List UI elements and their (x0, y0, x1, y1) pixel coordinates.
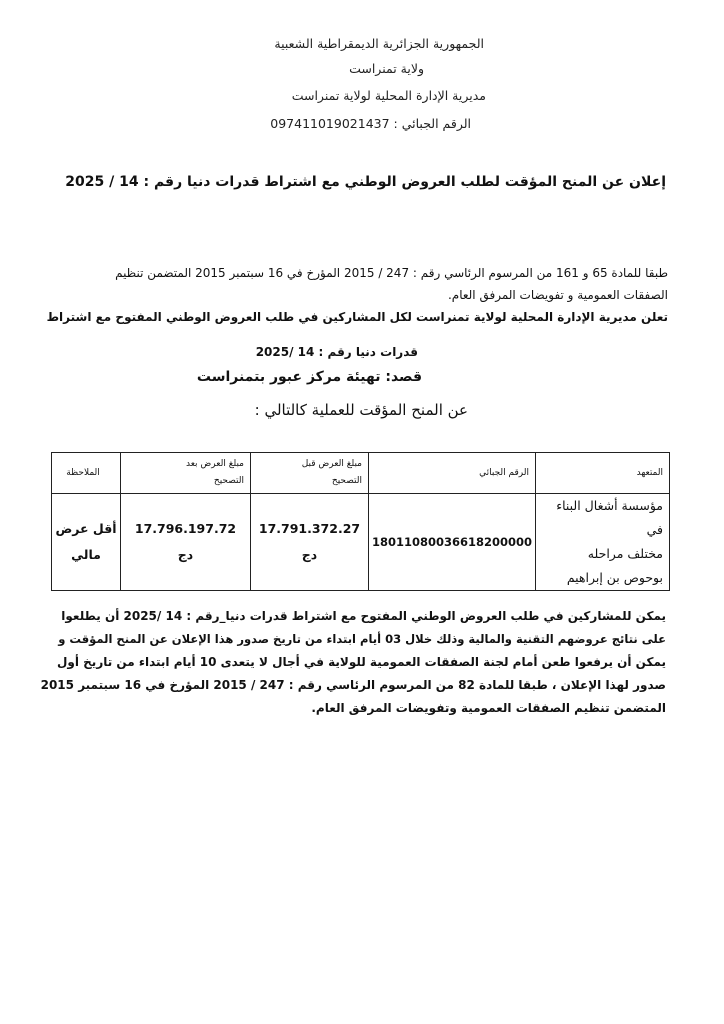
bidder-line1: مؤسسة أشغال البناء في (556, 498, 663, 537)
intro-line-1: طبقا للمادة 65 و 161 من المرسوم الرئاسي رقم : 247 / 2015 المؤرخ في 16 سبتمبر 2015 المتضمن تنظيم (115, 266, 668, 280)
cell-bidder (536, 494, 670, 591)
closing-line-1: يمكن للمشاركين في طلب العروض الوطني المفتوح مع اشتراط قدرات دنيا_رقم : 14 /2025 أن يطلعوا (61, 609, 666, 623)
header-directorate: مديرية الإدارة المحلية لولاية تمنراست (291, 88, 486, 103)
bidder-line3: بوحوص بن إبراهيم (566, 570, 663, 585)
subject-line: قصد: تهيئة مركز عبور بتمنراست (196, 369, 422, 385)
before-amount: 17.791.372.27 (258, 521, 361, 536)
closing-line-3: يمكن أن يرفعوا طعن أمام لجنة الصفقات العمومية للولاية في أجال لا يتعدى 10 أيام ابتداء من تاريخ أول (57, 655, 666, 669)
after-amount: 17.796.197.72 (134, 521, 237, 536)
header-republic: الجمهورية الجزائرية الديمقراطية الشعبية (274, 36, 484, 51)
header-tax-id: الرقم الجبائي : 097411019021437 (270, 116, 471, 131)
award-announce-line: عن المنح المؤقت للعملية كالتالي : (254, 401, 468, 419)
note-line1: أقل عرض (55, 521, 117, 536)
bidder-line2: مختلف مراحله (587, 546, 663, 561)
cell-after (121, 494, 251, 591)
header-before-line2: التصحيح (331, 476, 362, 486)
header-after (121, 453, 251, 494)
intro-line-4: قدرات دنيا رقم : 14 /2025 (255, 345, 418, 359)
note-line2: مالي (71, 547, 101, 562)
header-after-line1: مبلغ العرض بعد (185, 459, 244, 469)
closing-line-5: المتضمن تنظيم الصفقات العمومية وتفويضات المرفق العام. (311, 701, 666, 715)
cell-note (52, 494, 121, 591)
header-bidder: المتعهد (536, 453, 670, 494)
table-header-row (52, 453, 670, 494)
header-wilaya: ولاية تمنراست (349, 61, 424, 76)
header-after-line2: التصحيح (213, 476, 244, 486)
cell-before (251, 494, 369, 591)
before-currency: دج (301, 547, 318, 562)
table-row (52, 494, 670, 591)
header-note: الملاحظة (52, 453, 121, 494)
header-nif: الرقم الجبائي (369, 453, 536, 494)
after-currency: دج (177, 547, 194, 562)
intro-line-2: الصفقات العمومية و تفويضات المرفق العام. (447, 288, 668, 302)
closing-line-2: على نتائج عروضهم التقنية والمالية وذلك خلال 03 أيام ابتداء من تاريخ صدور هذا الإعلان عن المنح المؤقت و (58, 632, 666, 646)
header-before-line1: مبلغ العرض قبل (301, 459, 362, 469)
results-table (51, 452, 670, 591)
closing-line-4: صدور لهذا الإعلان ، طبقا للمادة 82 من المرسوم الرئاسي رقم : 247 / 2015 المؤرخ في 16 سبتمبر 2015 (40, 678, 666, 692)
nif-value: 18011080036618200000 (371, 535, 533, 549)
intro-line-3: تعلن مديرية الإدارة المحلية لولاية تمنراست لكل المشاركين في طلب العروض الوطني المفتوح مع اشتراط (46, 310, 668, 324)
announcement-title: إعلان عن المنح المؤقت لطلب العروض الوطني مع اشتراط قدرات دنيا رقم : 14 / 2025 (65, 174, 666, 190)
header-before (251, 453, 369, 494)
cell-nif (369, 494, 536, 591)
